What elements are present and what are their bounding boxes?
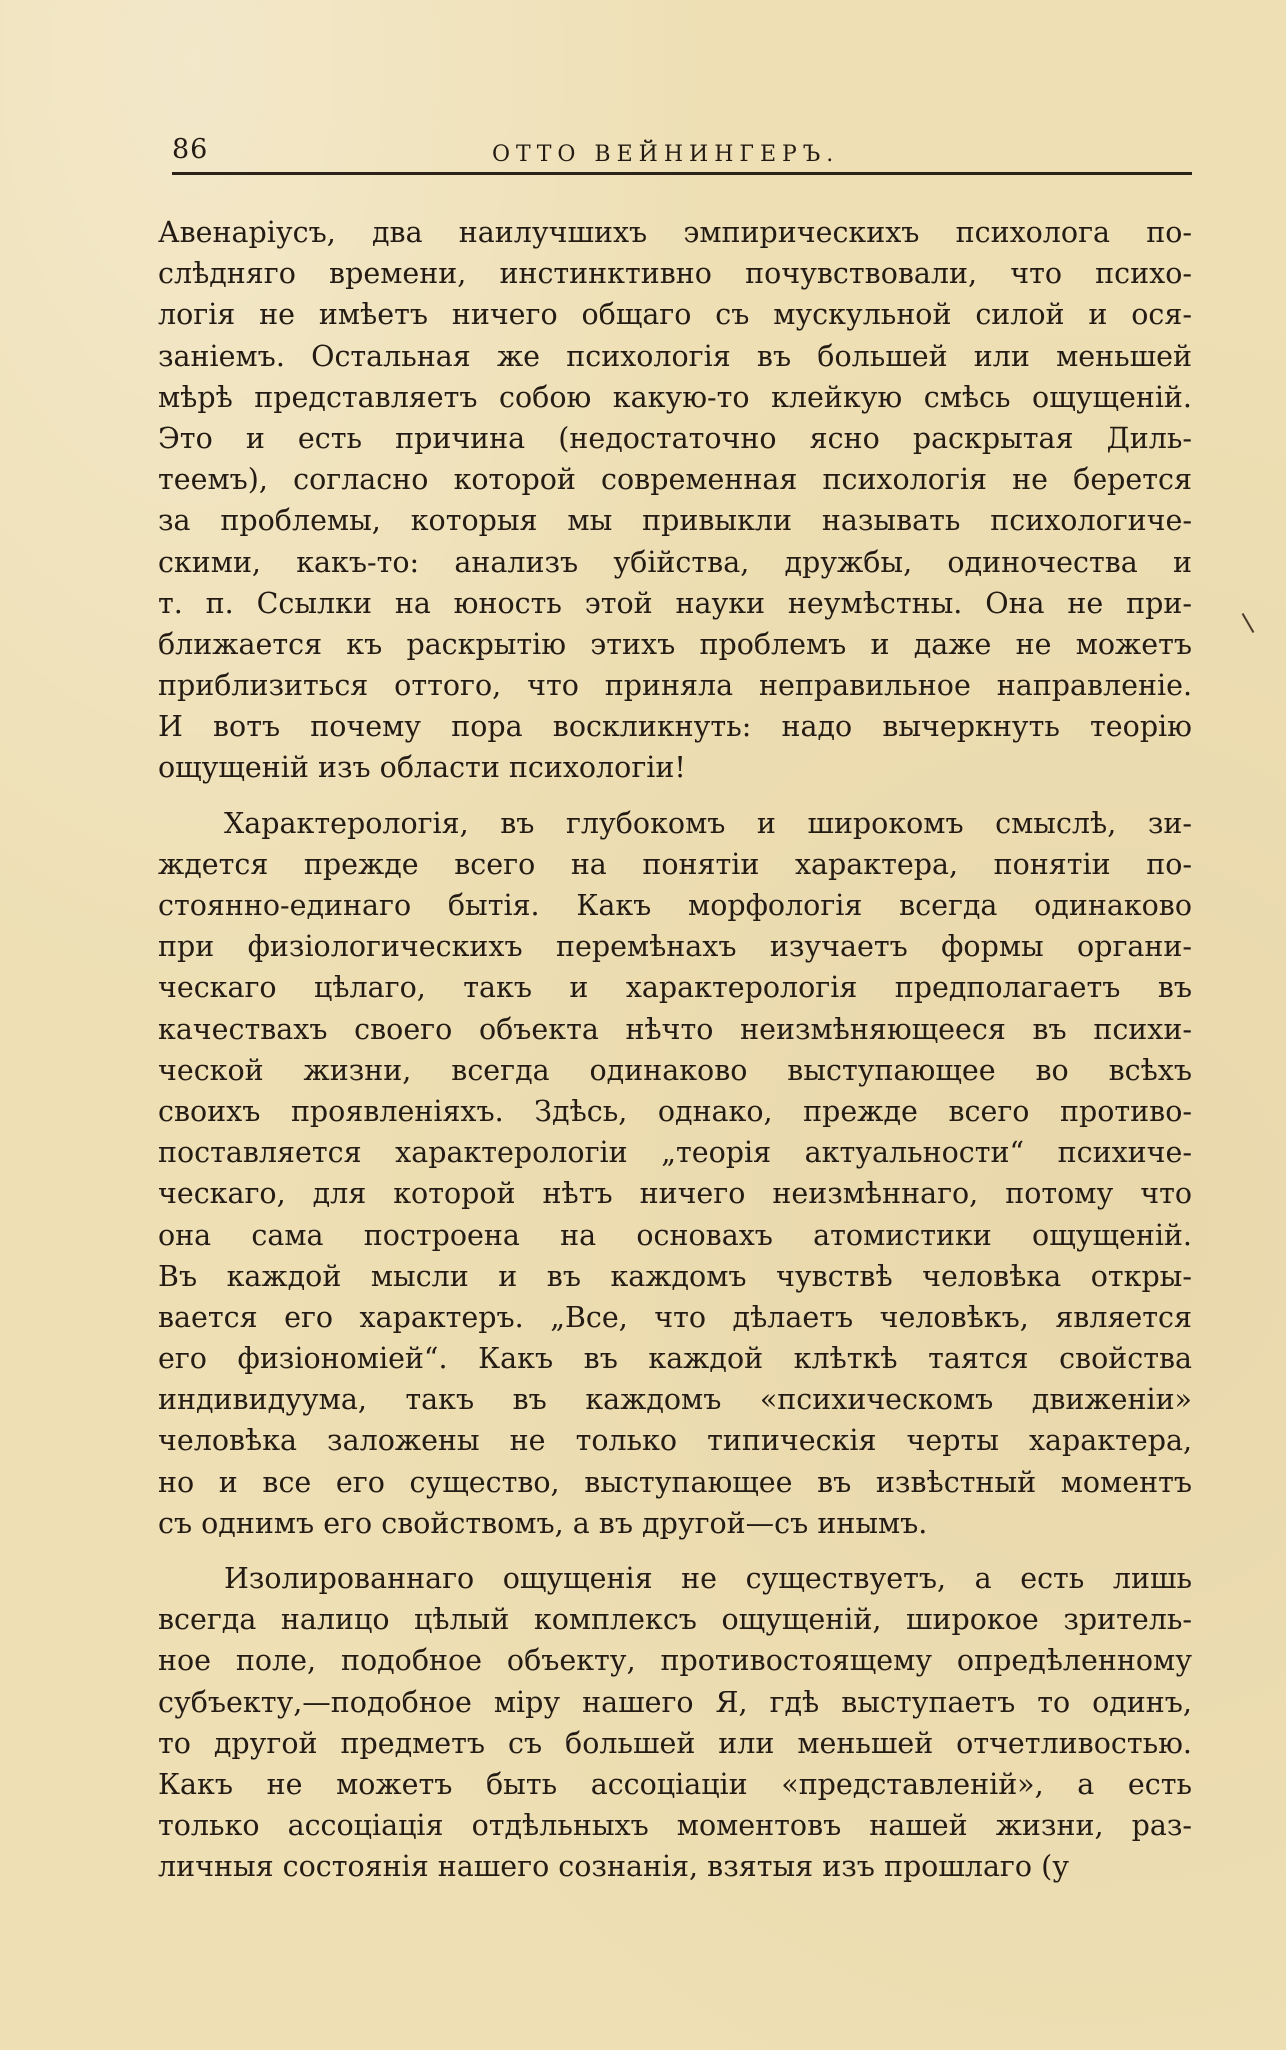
text-line: но и все его существо, выступающее въ извѣстный моментъ	[158, 1465, 1192, 1499]
text-line: личныя состоянія нашего сознанія, взятыя изъ прошлаго (у	[158, 1850, 1069, 1884]
text-line: скими, какъ-то: анализъ убійства, дружбы, одиночества и	[158, 545, 1192, 579]
running-title: ОТТО ВЕЙНИНГЕРЪ.	[492, 142, 840, 167]
text-line: она сама построена на основахъ атомистики ощущеній.	[158, 1218, 1192, 1252]
text-line: ческаго, для которой нѣтъ ничего неизмѣннаго, потому что	[158, 1177, 1192, 1211]
text-line: Авенаріусъ, два наилучшихъ эмпирическихъ психолога по-	[158, 216, 1192, 249]
text-line: занiемъ. Остальная же психологія въ большей или меньшей	[158, 339, 1192, 373]
text-line: мѣрѣ представляетъ собою какую-то клейкую смѣсь ощущеній.	[158, 380, 1192, 414]
text-line: своихъ проявленіяхъ. Здѣсь, однако, прежде всего противо-	[158, 1094, 1192, 1128]
text-line: качествахъ своего объекта нѣчто неизмѣняющееся въ психи-	[158, 1012, 1192, 1046]
text-line: т. п. Ссылки на юность этой науки неумѣстны. Она не при-	[158, 586, 1192, 620]
text-line: ческой жизни, всегда одинаково выступающее во всѣхъ	[158, 1053, 1192, 1087]
margin-pencil-mark	[1242, 613, 1255, 633]
text-line: ощущеній изъ области психологіи!	[158, 751, 686, 785]
text-line: человѣка заложены не только типическія черты характера,	[158, 1424, 1192, 1458]
text-line: всегда налицо цѣлый комплексъ ощущеній, широкое зритель-	[158, 1603, 1192, 1637]
text-line: стоянно-единаго бытія. Какъ морфологія всегда одинаково	[158, 889, 1192, 922]
text-line: съ однимъ его свойствомъ, а въ другой—съ инымъ.	[158, 1506, 928, 1540]
text-line: за проблемы, которыя мы привыкли называть психологиче-	[158, 504, 1192, 538]
paragraph-2	[158, 803, 1192, 1544]
text-line: поставляется характерологіи „теорія актуальности“ психиче-	[158, 1136, 1192, 1170]
text-line: приблизиться оттого, что приняла неправильное направленіе.	[158, 669, 1192, 703]
text-line: Въ каждой мысли и въ каждомъ чувствѣ человѣка откры-	[158, 1259, 1192, 1293]
text-line: логія не имѣетъ ничего общаго съ мускульной силой и ося-	[158, 298, 1192, 332]
paragraph-gap	[158, 1544, 1192, 1558]
text-line: то другой предметъ съ большей или меньшей отчетливостью.	[158, 1726, 1192, 1760]
text-line: субъекту,—подобное міру нашего Я, гдѣ выступаетъ то одинъ,	[158, 1685, 1192, 1719]
text-line: Изолированнаго ощущенія не существуетъ, а есть лишь	[224, 1562, 1192, 1595]
paragraph-1	[158, 212, 1192, 789]
text-line: вается его характеръ. „Все, что дѣлаетъ человѣкъ, является	[158, 1300, 1192, 1334]
paragraph-3	[158, 1558, 1192, 1888]
text-line: только ассоціація отдѣльныхъ моментовъ нашей жизни, раз-	[158, 1809, 1192, 1843]
text-line: И вотъ почему пора воскликнуть: надо вычеркнуть теорію	[158, 710, 1192, 744]
paragraph-gap	[158, 789, 1192, 803]
text-line: ближается къ раскрытію этихъ проблемъ и даже не можетъ	[158, 627, 1192, 661]
text-line: его физіономіей“. Какъ въ каждой клѣткѣ таятся свойства	[158, 1342, 1192, 1376]
text-line: слѣдняго времени, инстинктивно почувствовали, что психо-	[158, 257, 1192, 291]
page-header	[172, 128, 1192, 178]
text-line: индивидуума, такъ въ каждомъ «психическомъ движеніи»	[158, 1383, 1192, 1417]
text-line: ное поле, подобное объекту, противостоящему опредѣленному	[158, 1644, 1192, 1678]
header-rule	[172, 172, 1192, 175]
text-line: ждется прежде всего на понятіи характера, понятіи по-	[158, 847, 1192, 881]
body-text	[158, 212, 1192, 1888]
text-line: Характерологія, въ глубокомъ и широкомъ смыслѣ, зи-	[224, 806, 1192, 840]
text-line: ческаго цѣлаго, такъ и характерологія предполагаетъ въ	[158, 971, 1192, 1005]
text-line: при физіологическихъ перемѣнахъ изучаетъ формы органи-	[158, 930, 1192, 964]
text-line: теемъ), согласно которой современная психологія не берется	[158, 463, 1192, 497]
page-number: 86	[172, 134, 209, 165]
text-line: Это и есть причина (недостаточно ясно раскрытая Диль-	[158, 421, 1192, 455]
text-line: Какъ не можетъ быть ассоціаціи «представленій», а есть	[158, 1767, 1192, 1801]
